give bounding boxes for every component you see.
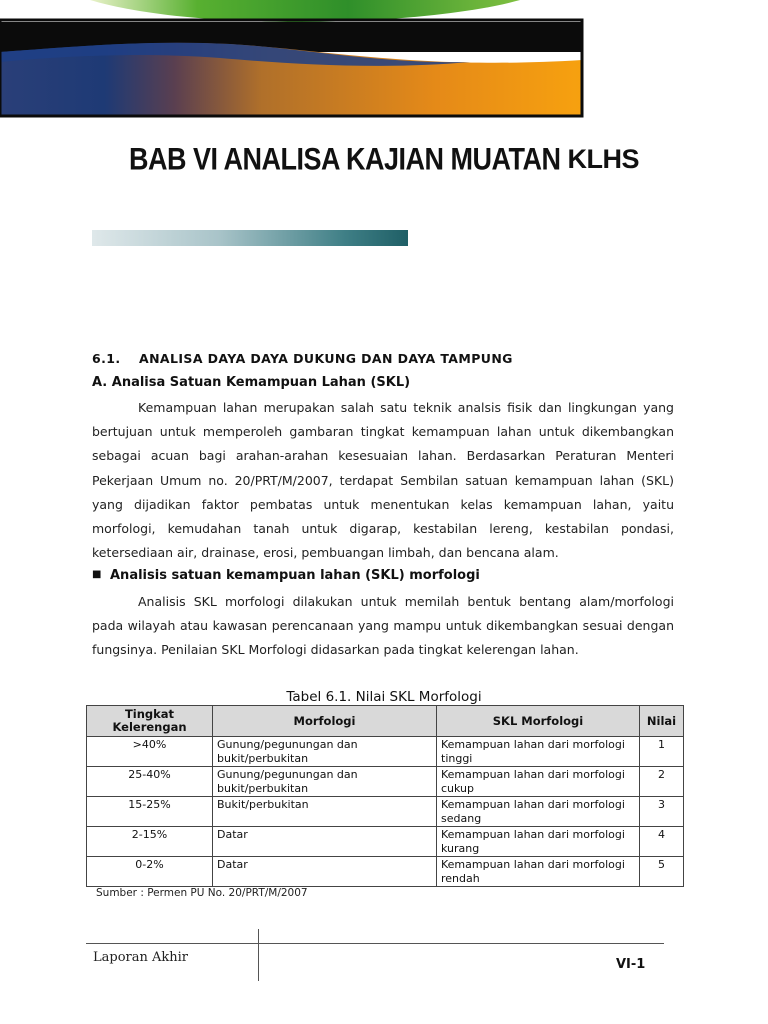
morphology-cell: Gunung/pegunungan dan bukit/perbukitan — [213, 737, 437, 767]
value-cell: 1 — [640, 737, 684, 767]
paragraph-skl-morfologi — [92, 590, 674, 663]
table-row — [87, 857, 684, 887]
footer-report-label: Laporan Akhir — [93, 950, 189, 965]
table-header-row — [87, 706, 684, 737]
table-header-cell: Morfologi — [213, 706, 437, 737]
skl-cell: Kemampuan lahan dari morfologi cukup — [437, 767, 640, 797]
chapter-title-main: BAB VI ANALISA KAJIAN MUATAN — [128, 141, 561, 177]
value-cell: 3 — [640, 797, 684, 827]
bullet-square-icon: ■ — [92, 569, 102, 580]
slope-cell: 2-15% — [87, 827, 213, 857]
page-number: VI-1 — [616, 957, 646, 972]
paragraph-skl-morfologi-text: Analisis SKL morfologi dilakukan untuk memilah bentuk bentang alam/morfologi pada wilayah atau kawasan perencanaan yang mampu untuk dikembangkan sesuai dengan fungsinya. Penilaian SKL Morfologi didasarkan pada tingkat kelerengan lahan. — [92, 594, 674, 658]
slope-cell: >40% — [87, 737, 213, 767]
skl-cell: Kemampuan lahan dari morfologi tinggi — [437, 737, 640, 767]
table-header-cell: Tingkat Kelerengan — [87, 706, 213, 737]
table-row — [87, 827, 684, 857]
morphology-cell: Datar — [213, 827, 437, 857]
paragraph-skl-intro-text: Kemampuan lahan merupakan salah satu teknik analsis fisik dan lingkungan yang bertujuan untuk memperoleh gambaran tingkat kemampuan lahan untuk dikembangkan sebagai acuan bagi arahan-arahan kesesuaian lahan. Berdasarkan Peraturan Menteri Pekerjaan Umum no. 20/PRT/M/2007, terdapat Sembilan satuan kemampuan lahan (SKL) yang dijadikan faktor pembatas untuk menentukan kelas kemampuan lahan, yaitu morfologi, kemudahan tanah untuk digarap, kestabilan lereng, kestabilan pondasi, ketersediaan air, drainase, erosi, pembuangan limbah, dan bencana alam. — [92, 400, 674, 561]
value-cell: 4 — [640, 827, 684, 857]
morphology-cell: Bukit/perbukitan — [213, 797, 437, 827]
morphology-cell: Datar — [213, 857, 437, 887]
footer-rule — [86, 943, 664, 944]
paragraph-skl-intro — [92, 396, 674, 565]
slope-cell: 25-40% — [87, 767, 213, 797]
skl-morfologi-table — [86, 705, 684, 887]
title-gradient-bar — [92, 230, 408, 246]
footer-divider — [258, 929, 259, 981]
skl-cell: Kemampuan lahan dari morfologi sedang — [437, 797, 640, 827]
morphology-cell: Gunung/pegunungan dan bukit/perbukitan — [213, 767, 437, 797]
value-cell: 5 — [640, 857, 684, 887]
table-source-note: Sumber : Permen PU No. 20/PRT/M/2007 — [96, 887, 308, 899]
table-row — [87, 797, 684, 827]
section-title: ANALISA DAYA DAYA DUKUNG DAN DAYA TAMPUNG — [139, 351, 513, 366]
slope-cell: 15-25% — [87, 797, 213, 827]
header-banner — [0, 0, 768, 120]
subsection-heading: A. Analisa Satuan Kemampuan Lahan (SKL) — [92, 375, 411, 390]
bullet-heading-text: Analisis satuan kemampuan lahan (SKL) morfologi — [110, 568, 480, 583]
skl-cell: Kemampuan lahan dari morfologi kurang — [437, 827, 640, 857]
section-number: 6.1. — [92, 351, 121, 366]
table-header-cell: Nilai — [640, 706, 684, 737]
skl-cell: Kemampuan lahan dari morfologi rendah — [437, 857, 640, 887]
chapter-title-tail: KLHS — [567, 144, 639, 174]
table-row — [87, 767, 684, 797]
section-heading — [92, 351, 513, 366]
bullet-heading — [92, 568, 480, 583]
slope-cell: 0-2% — [87, 857, 213, 887]
table-row — [87, 737, 684, 767]
table-header-cell: SKL Morfologi — [437, 706, 640, 737]
table-caption: Tabel 6.1. Nilai SKL Morfologi — [286, 689, 482, 705]
value-cell: 2 — [640, 767, 684, 797]
chapter-title — [0, 141, 768, 177]
